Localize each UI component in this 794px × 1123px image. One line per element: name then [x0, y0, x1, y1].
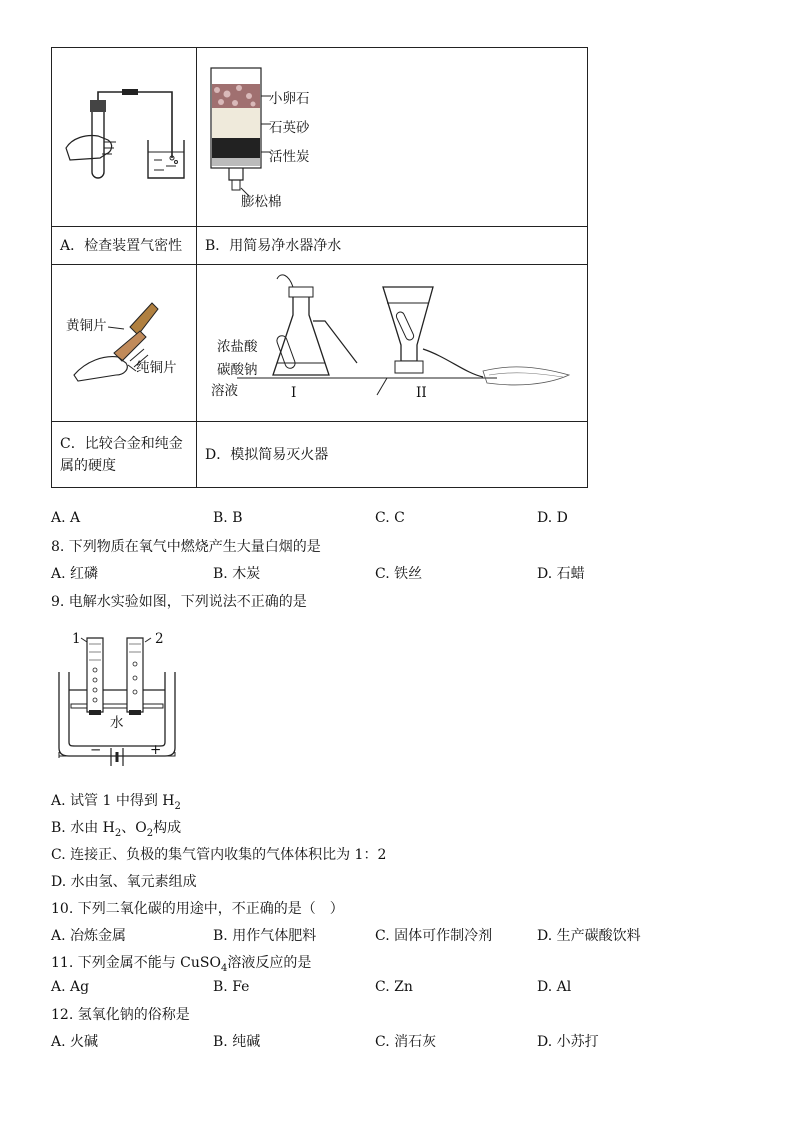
q11-option-c: C. Zn — [375, 979, 413, 995]
q9-option-a-text: A. 试管 1 中得到 H — [51, 793, 175, 809]
label-brass: 黄铜片 — [66, 318, 107, 334]
q9-option-a-sub: 2 — [174, 800, 181, 812]
option-c-line1: C．比较合金和纯金 — [60, 435, 183, 452]
label-water: 水 — [110, 715, 124, 731]
electrolysis-figure — [51, 624, 191, 780]
label-positive: + — [150, 742, 162, 758]
label-tube-2: 2 — [155, 631, 164, 647]
label-conc-hcl: 浓盐酸 — [217, 339, 258, 355]
q7-option-a: A. A — [51, 510, 81, 526]
electrolysis-diagram — [51, 624, 191, 780]
cell-d-figure — [197, 265, 588, 422]
q9-option-d: D. 水由氢、氧元素组成 — [51, 874, 197, 890]
q11-stem — [51, 952, 311, 974]
q11-option-d: D. Al — [537, 979, 572, 995]
q10-option-b: B. 用作气体肥料 — [213, 928, 317, 944]
q11-option-b: B. Fe — [213, 979, 250, 995]
q8-option-c: C. 铁丝 — [375, 566, 423, 582]
cell-c-figure — [52, 265, 197, 422]
q11-option-a: A. Ag — [51, 979, 90, 995]
q10-stem: 10. 下列二氧化碳的用途中，不正确的是（ ） — [51, 901, 344, 917]
q9-stem: 9. 电解水实验如图，下列说法不正确的是 — [51, 594, 307, 610]
q12-option-b: B. 纯碱 — [213, 1034, 261, 1050]
q9-option-b-sub2: 2 — [146, 827, 154, 839]
label-flask-two: II — [416, 385, 427, 401]
option-b-label: B．用简易净水器净水 — [197, 227, 588, 265]
option-c-line2: 属的硬度 — [60, 457, 116, 474]
label-tube-1: 1 — [72, 631, 81, 647]
q9-option-b-end: 构成 — [153, 820, 182, 836]
q9-option-b — [51, 817, 181, 839]
q8-option-a: A. 红磷 — [51, 566, 99, 582]
q9-option-b-mid: 、O — [121, 820, 147, 836]
hardness-compare-diagram — [52, 265, 196, 421]
label-flask-one: I — [291, 385, 297, 401]
q8-option-d: D. 石蜡 — [537, 566, 585, 582]
q9-option-a — [51, 790, 181, 812]
q11-stem-a: 11. 下列金属不能与 CuSO — [51, 955, 221, 971]
q10-option-d: D. 生产碳酸饮料 — [537, 928, 641, 944]
q7-option-c: C. C — [375, 510, 405, 526]
label-activated-carbon: 活性炭 — [269, 149, 310, 165]
q8-option-b: B. 木炭 — [213, 566, 261, 582]
q12-stem: 12. 氢氧化钠的俗称是 — [51, 1007, 190, 1023]
option-a-label: A．检查装置气密性 — [52, 227, 197, 265]
q8-stem: 8. 下列物质在氧气中燃烧产生大量白烟的是 — [51, 539, 321, 555]
experiment-table — [51, 47, 588, 488]
label-cotton: 膨松棉 — [241, 194, 282, 210]
label-pure-copper: 纯铜片 — [136, 360, 177, 376]
airtightness-check-diagram — [52, 48, 196, 226]
q9-option-b-text: B. 水由 H — [51, 820, 115, 836]
label-negative: − — [90, 742, 102, 758]
cell-a-figure — [52, 48, 197, 227]
q7-option-b: B. B — [213, 510, 243, 526]
q10-option-c: C. 固体可作制冷剂 — [375, 928, 493, 944]
q12-option-a: A. 火碱 — [51, 1034, 99, 1050]
q9-option-b-sub1: 2 — [114, 827, 122, 839]
label-pebbles: 小卵石 — [269, 91, 310, 107]
cell-b-figure — [197, 48, 588, 227]
q10-option-a: A. 冶炼金属 — [51, 928, 127, 944]
label-quartz-sand: 石英砂 — [269, 120, 310, 136]
label-solution: 溶液 — [211, 383, 238, 399]
option-d-label: D．模拟简易灭火器 — [197, 422, 588, 488]
q11-stem-b: 溶液反应的是 — [227, 955, 312, 971]
q7-option-d: D. D — [537, 510, 568, 526]
q12-option-c: C. 消石灰 — [375, 1034, 437, 1050]
q9-option-c: C. 连接正、负极的集气管内收集的气体体积比为 1：2 — [51, 847, 387, 863]
label-sodium-carbonate: 碳酸钠 — [217, 362, 258, 378]
q11-stem-sub: 4 — [220, 962, 228, 974]
option-c-label — [52, 422, 197, 488]
q12-option-d: D. 小苏打 — [537, 1034, 599, 1050]
